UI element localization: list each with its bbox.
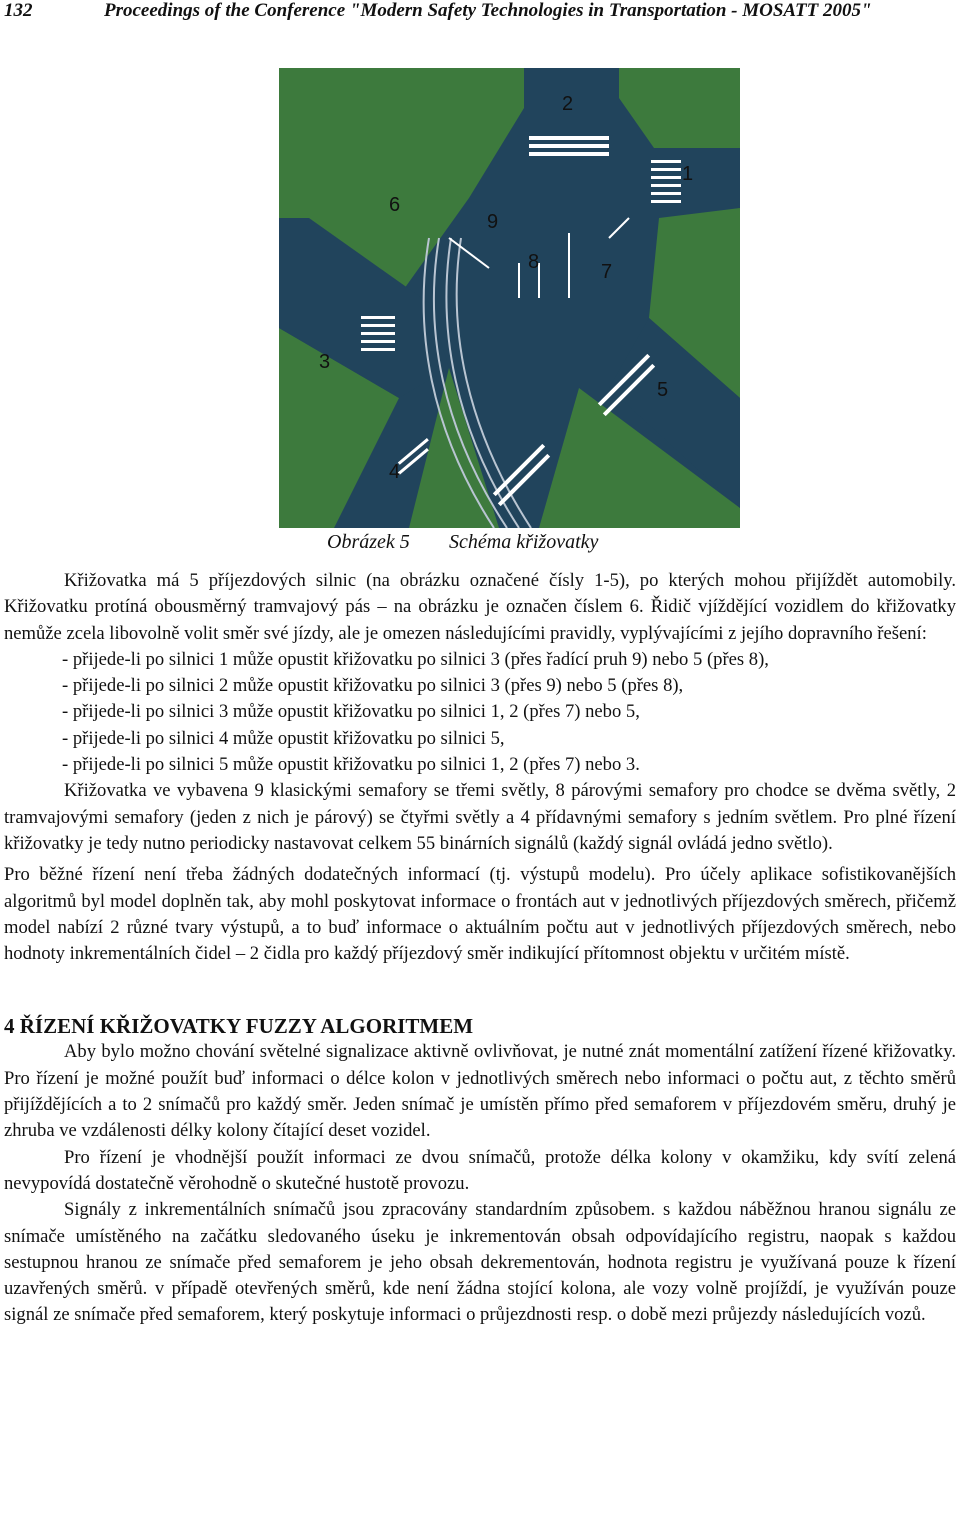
caption-text: Schéma křižovatky (449, 531, 599, 553)
paragraph-4: Aby bylo možno chování světelné signalizace aktivně ovlivňovat, je nutné znát momentální zatížení řízené křižovatky. Pro řízení je možné použít buď informaci o délce kolon v jednotlivých směrech nebo informaci o počtu aut, z těchto směrů přijíždějících a to 2 snímačů pro každý směr. Jeden snímač je umístěn přímo před semaforem v příjezdovém směru, druhý je zhruba ve vzdálenosti délky kolony čítající deset vozidel. (4, 1041, 956, 1142)
paragraph-1: Křižovatka má 5 příjezdových silnic (na obrázku označené čísly 1-5), po kterých mohou přijíždět automobily. Křižovatku protíná obousměrný tramvajový pás – na obrázku je označen číslem 6. Řidič vjíždějící vozidlem do křižovatky nemůže zcela libovolně volit směr své jízdy, ale je omezen následujícími pravidly, vyplývajícími z jejího dopravního řešení: (4, 570, 956, 644)
label-8: 8 (528, 251, 540, 273)
intersection-figure (279, 68, 740, 528)
rule-item: - přijede-li po silnici 2 může opustit křižovatku po silnici 3 (přes 9) nebo 5 (přes 8), (62, 675, 684, 697)
label-4: 4 (389, 461, 401, 483)
paragraph-3: Pro běžné řízení není třeba žádných dodatečných informací (tj. výstupů modelu). Pro účely aplikace sofistikovanějších algoritmů byl model doplněn tak, aby mohl poskytovat informace o frontách aut v jednotlivých příjezdových směrech, přičemž model nabízí 2 různé tvary výstupů, a to buď informace o aktuálním počtu aut v jednotlivých příjezdových směrech, nebo hodnoty inkrementálních čidel – 2 čidla pro každý příjezdový směr indikující přítomnost objektu v určitém místě. (4, 864, 956, 965)
label-2: 2 (562, 93, 574, 115)
label-3: 3 (319, 351, 331, 373)
label-5: 5 (657, 379, 669, 401)
label-7: 7 (601, 261, 613, 283)
label-6: 6 (389, 194, 401, 216)
rule-item: - přijede-li po silnici 3 může opustit křižovatku po silnici 1, 2 (přes 7) nebo 5, (62, 701, 640, 723)
section-heading: 4 ŘÍZENÍ KŘIŽOVATKY FUZZY ALGORITMEM (4, 1014, 474, 1039)
rule-item: - přijede-li po silnici 1 může opustit křižovatku po silnici 3 (přes řadící pruh 9) nebo 5 (přes 8), (62, 648, 769, 670)
running-title: Proceedings of the Conference "Modern Safety Technologies in Transportation - MOSATT 2005" (104, 0, 872, 21)
caption-number: Obrázek 5 (327, 531, 410, 553)
body-text (4, 568, 956, 1329)
paragraph-6: Signály z inkrementálních snímačů jsou zpracovány standardním způsobem. s každou náběžnou hranou signálu ze snímače umístěného na začátku sledovaného úseku je inkrementován obsah odpovídajícího registru, naopak s každou sestupnou hranou ze snímače před semaforem je jeho obsah dekrementován, hodnota registru je využívaná pouze k řízení uzavřených směrů. v případě otevřených směrů, kde není žádna stojící kolona, ale vozy volně projíždí, je využíván pouze signál ze snímače před semaforem, který poskytuje informaci o průjezdnosti resp. o době mezi průjezdy následujících vozů. (4, 1199, 956, 1326)
intersection-diagram (279, 68, 740, 528)
paragraph-2: Křižovatka ve vybavena 9 klasickými semafory se třemi světly, 8 párovými semafory pro chodce se dvěma světly, 2 tramvajovými semafory (jeden z nich je párový) se čtyřmi světly a 4 přídavnými semafory s jedním světlem. Pro plné řízení křižovatky je tedy nutno periodicky nastavovat celkem 55 binárních signálů (každý signál ovládá jedno světlo). (4, 780, 956, 854)
rule-item: - přijede-li po silnici 4 může opustit křižovatku po silnici 5, (62, 727, 505, 749)
label-1: 1 (682, 163, 694, 185)
label-9: 9 (487, 211, 499, 233)
rule-item: - přijede-li po silnici 5 může opustit křižovatku po silnici 1, 2 (přes 7) nebo 3. (62, 754, 640, 776)
running-header (4, 0, 954, 24)
paragraph-5: Pro řízení je vhodnější použít informaci ze dvou snímačů, protože délka kolony v okamžiku, kdy svítí zelená nevypovídá dostatečně věrohodně o skutečné hustotě provozu. (4, 1146, 956, 1194)
page-number: 132 (4, 0, 33, 21)
